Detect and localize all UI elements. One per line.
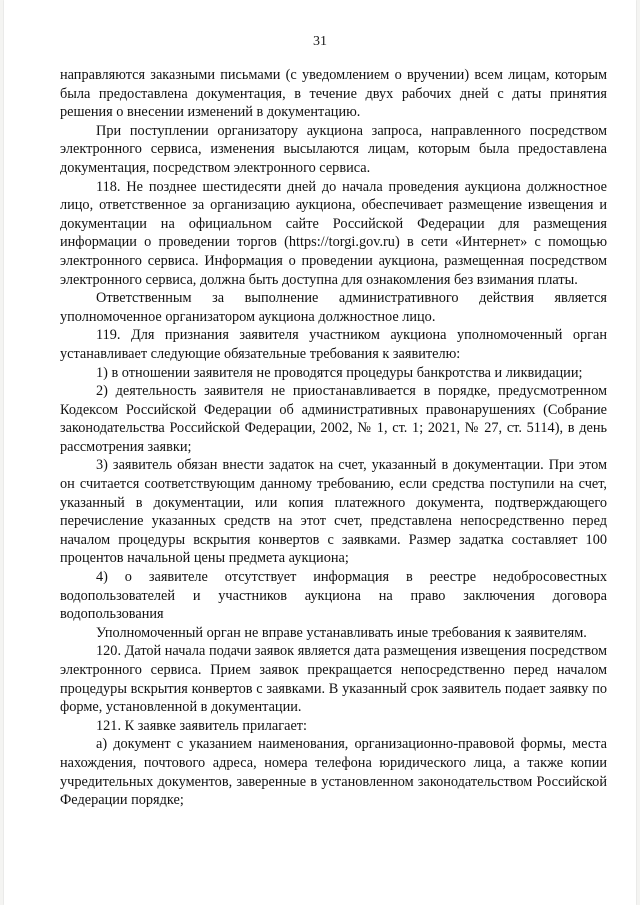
list-item-a: а) документ с указанием наименования, организационно-правовой формы, места нахождения, почтового адреса, номера телефона юридического лица, а также копии учредительных документов, заверенные в установленном законодательством Российской Федерации порядке;: [60, 736, 607, 809]
list-item-3: 3) заявитель обязан внести задаток на счет, указанный в документации. При этом он считается соответствующим данному требованию, если средства поступили на счет, указанный в документации, или копия платежного документа, подтверждающего перечисление указанных средств на этот счет, представлена непосредственно перед началом процедуры вскрытия конвертов с заявками. Размер задатка составляет 100 процентов начальной цены предмета аукциона;: [60, 457, 607, 567]
paragraph-120: 120. Датой начала подачи заявок является дата размещения извещения посредством электронного сервиса. Прием заявок прекращается непосредственно перед началом процедуры вскрытия конвертов с заявками. В указанный срок заявитель подает заявку по форме, установленной в документации.: [60, 643, 607, 716]
list-item-1: 1) в отношении заявителя не проводятся процедуры банкротства и ликвидации;: [96, 364, 583, 381]
list-item-2: 2) деятельность заявителя не приостанавливается в порядке, предусмотренном Кодексом Российской Федерации об административных правонарушениях (Собрание законодательства Российской Федерации, 2002, № 1, ст. 1; 2021, № 27, ст. 5114), в день рассмотрения заявки;: [60, 383, 607, 455]
paragraph: Уполномоченный орган не вправе устанавливать иные требования к заявителям.: [96, 624, 587, 641]
paragraph: При поступлении организатору аукциона запроса, направленного посредством электронного сервиса, изменения высылаются лицам, которым была предоставлена документация, посредством электронного сервиса.: [60, 122, 607, 176]
paragraph-118: 118. Не позднее шестидесяти дней до начала проведения аукциона должностное лицо, ответственное за организацию аукциона, обеспечивает размещение извещения и документации на официальном сайте Российской Федерации для размещения информации о проведении торгов (https://torgi.gov.ru) в сети «Интернет» с помощью электронного сервиса. Информация о проведении аукциона, размещенная посредством электронного сервиса, должна быть доступна для ознакомления без взимания платы.: [60, 178, 607, 288]
paragraph-121: 121. К заявке заявитель прилагает:: [96, 717, 308, 734]
list-item-4: 4) о заявителе отсутствует информация в реестре недобросовестных водопользователей и участников аукциона на право заключения договора водопользования: [60, 569, 607, 623]
document-body: [60, 66, 607, 810]
paragraph-119: 119. Для признания заявителя участником аукциона уполномоченный орган устанавливает следующие обязательные требования к заявителю:: [60, 327, 607, 362]
page-number: 31: [313, 34, 327, 49]
paragraph: Ответственным за выполнение административного действия является уполномоченное организатором аукциона должностное лицо.: [60, 290, 607, 325]
paragraph-continuation: направляются заказными письмами (с уведомлением о вручении) всем лицам, которым была предоставлена документация, в течение двух рабочих дней с даты принятия решения о внесении изменений в документацию.: [60, 67, 607, 121]
